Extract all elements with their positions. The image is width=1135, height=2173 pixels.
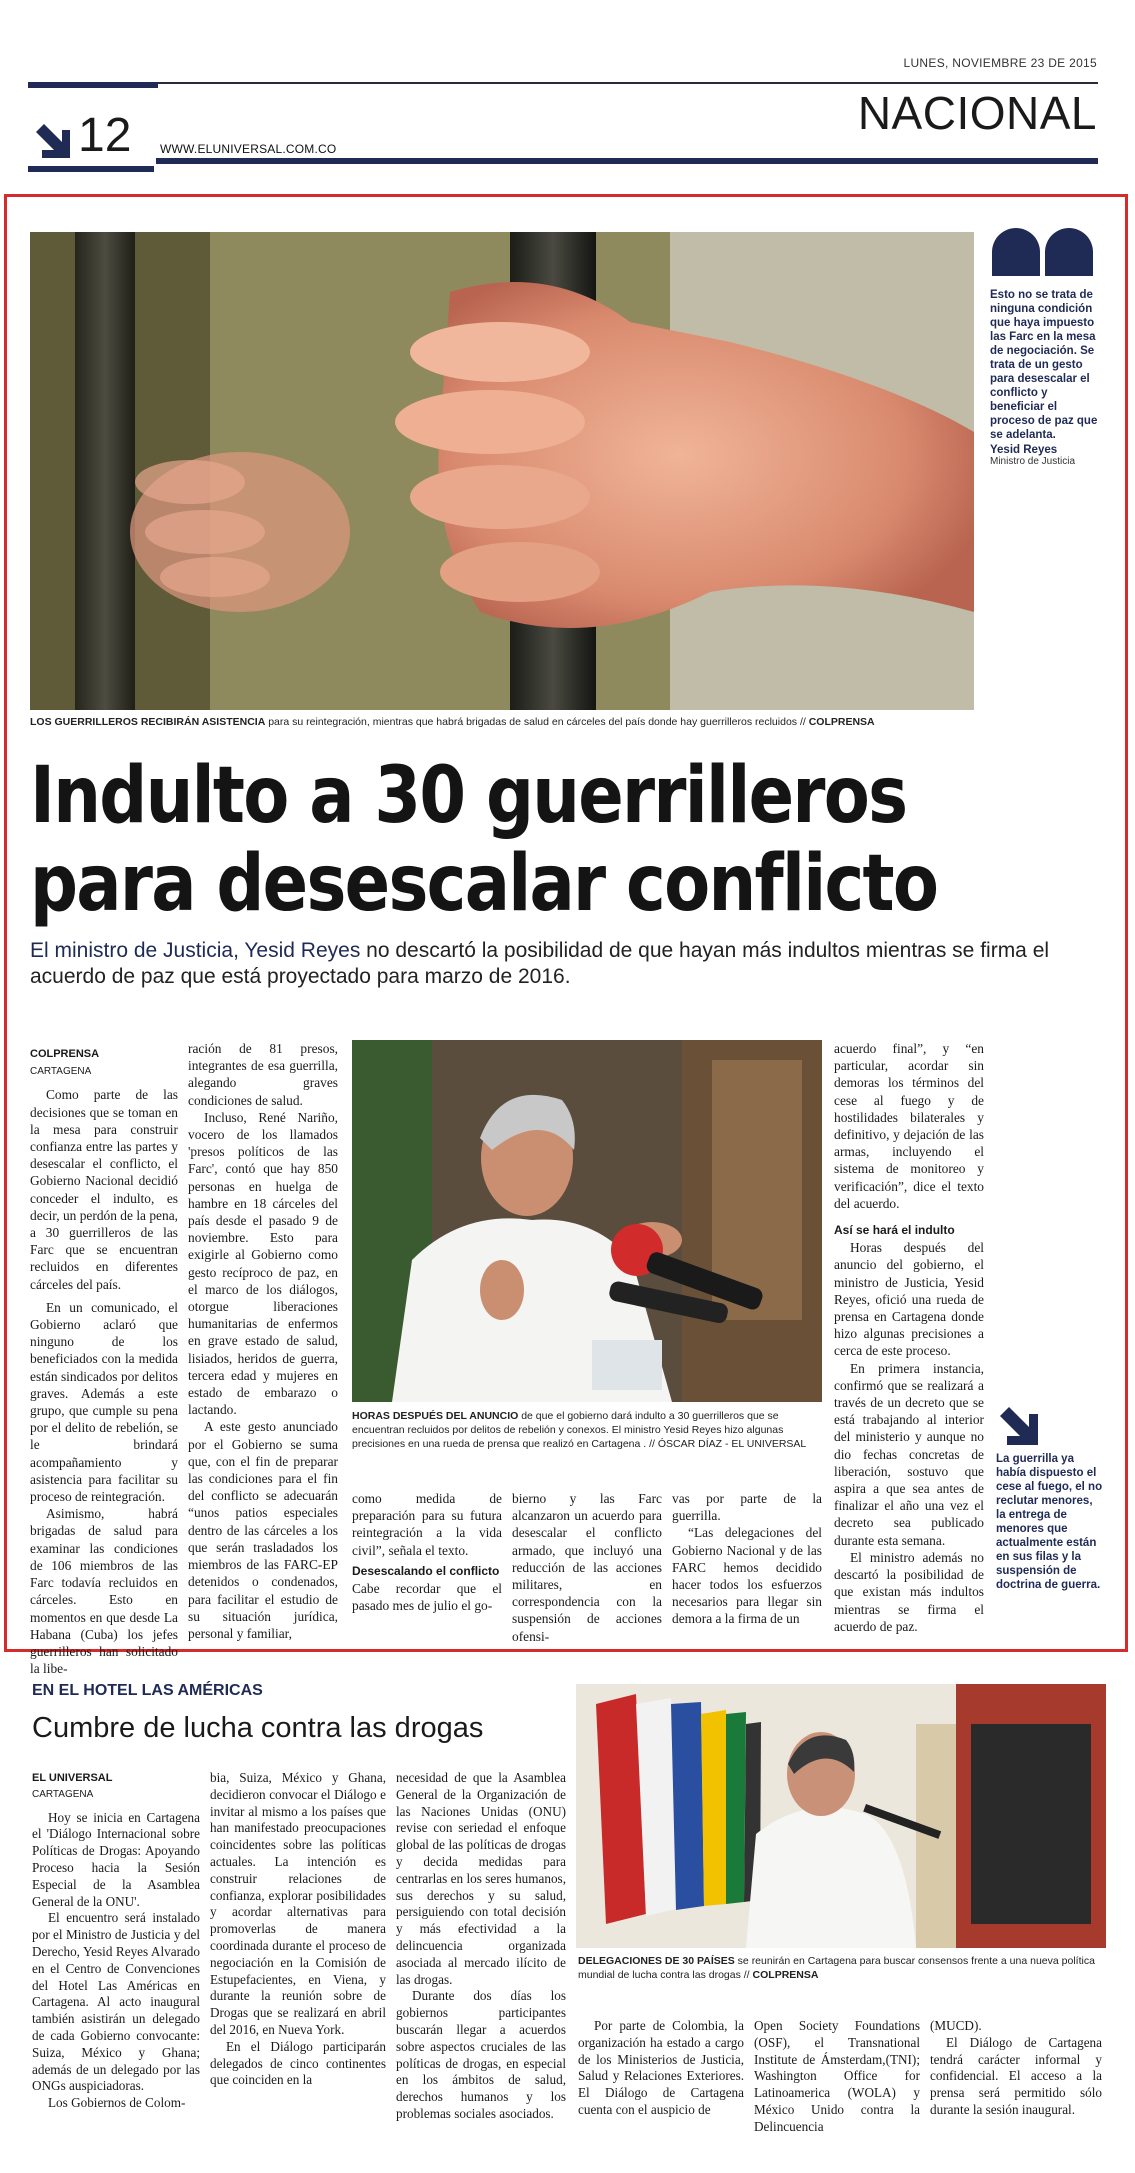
headline-line-1: Indulto a 30 guerrilleros — [30, 751, 907, 841]
subhead-highlight: El ministro de Justicia, Yesid Reyes — [30, 939, 361, 962]
article-column-6 — [834, 1040, 984, 1635]
paragraph: bierno y las Farc alcanzaron un acuerdo para desescalar el conflicto armado, que incluyó una reducción de las acciones militares, en correspondencia con la suspensión de acciones ofensi- — [512, 1491, 662, 1644]
page-number-rule — [28, 166, 154, 172]
masthead-rule — [28, 82, 1098, 84]
paragraph: Por parte de Colombia, la organización ha estado a cargo de los Ministerios de Justicia, Salud y Relaciones Exteriores. El Diálogo de Cartagena cuenta con el auspicio de — [578, 2018, 744, 2117]
paragraph: A este gesto anunciado por el Gobierno se suma que, con el fin de preparar las condiciones para el fin del conflicto se adecuarán “unos patios especiales dentro de las cárceles a los que serán trasladados los miembros de las FARC-EP detenidos o condenados, para facilitar el estudio de su situación jurídica, personal y familiar, — [188, 1419, 338, 1641]
minister-press-conference-photo — [352, 1040, 822, 1402]
paragraph: ración de 81 presos, integrantes de esa guerrilla, alegando graves condiciones de salud. — [188, 1041, 338, 1108]
subtitle: Desescalando el conflicto — [352, 1563, 500, 1578]
paragraph: El Diálogo de Cartagena tendrá carácter informal y confidencial. El acceso a la prensa será permitido sólo durante la sesión inaugural. — [930, 2034, 1102, 2117]
paragraph: En el Diálogo participarán delegados de cinco continentes que coinciden en la — [210, 2038, 386, 2088]
paragraph: El ministro además no descartó la posibilidad de que existan más indultos mientras se firma el acuerdo de paz. — [834, 1549, 984, 1634]
headline-line-2: para desescalar conflicto — [30, 839, 938, 929]
article-column-5 — [672, 1490, 822, 1628]
article-column-4 — [512, 1490, 662, 1645]
section-title: NACIONAL — [857, 87, 1097, 139]
story-2-column-4 — [578, 2018, 744, 2119]
story-2-column-1 — [32, 1770, 200, 2112]
pull-quote-role: Ministro de Justicia — [990, 456, 1076, 467]
quote-marks-icon — [990, 226, 1095, 278]
paragraph: El encuentro será instalado por el Ministro de Justicia y del Derecho, Yesid Reyes Alvarado en el Centro de Convenciones del Hotel Las Américas en Cartagena. Al acto inaugural también asistirán un delegado de cada Gobierno convocante: Suiza, México y Ghana; además de un delegado por las ONGs auspiciadoras. — [32, 1910, 200, 2094]
paragraph: Horas después del anuncio del gobierno, el ministro de Justicia, Yesid Reyes, ofició una rueda de prensa en Cartagena donde hizo algunas precisiones a cerca de este proceso. — [834, 1240, 984, 1359]
paragraph: Durante dos días los gobiernos participantes buscarán llegar a acuerdos sobre aspectos cruciales de las políticas de drogas, en especial en los ámbitos de salud, derechos humanos y los problemas sociales asociados. — [396, 1988, 566, 2121]
headline — [30, 752, 942, 928]
dateline: CARTAGENA — [30, 1066, 92, 1078]
story-2-kicker: EN EL HOTEL LAS AMÉRICAS — [32, 1682, 263, 1699]
article-column-3 — [352, 1490, 502, 1614]
story-2-column-2 — [210, 1770, 386, 2089]
page-number: 12 — [78, 109, 132, 162]
dateline: CARTAGENA — [32, 1788, 94, 1800]
paragraph: “Las delegaciones del Gobierno Nacional y de las FARC hemos decidido hacer todos los esfuerzos necesarios para llegar sin demora a la firma de un — [672, 1525, 822, 1627]
photo-2-caption-lead: HORAS DESPUÉS DEL ANUNCIO — [352, 1410, 519, 1422]
paragraph: Asimismo, habrá brigadas de salud para examinar las condiciones de 106 miembros de las Farc todavía recluidos en cárceles. Esto en momentos en que desde La Habana (Cuba) los jefes guerrilleros han solicitado la libe- — [30, 1506, 178, 1677]
paragraph: (MUCD). — [930, 2018, 982, 2033]
paragraph: Cabe recordar que el pasado mes de julio el go- — [352, 1581, 502, 1614]
arrow-down-right-icon — [996, 1403, 1042, 1449]
site-url: WWW.ELUNIVERSAL.COM.CO — [160, 142, 337, 156]
drug-policy-summit-photo — [576, 1684, 1106, 1948]
article-column-2 — [188, 1040, 338, 1642]
hero-caption-text: para su reintegración, mientras que habrá brigadas de salud en cárceles del país donde hay guerrilleros recluidos // — [265, 716, 809, 728]
arrow-down-right-icon — [32, 120, 74, 162]
subheadline — [30, 938, 1090, 990]
photo-3-caption-lead: DELEGACIONES DE 30 PAÍSES — [578, 1955, 735, 1967]
hero-caption — [30, 716, 974, 728]
paragraph: Los Gobiernos de Colom- — [48, 2095, 186, 2111]
photo-3-caption-credit: COLPRENSA — [752, 1969, 819, 1981]
paragraph: En primera instancia, confirmó que se realizará a través de un decreto que se está trabajando al interior del ministerio y aunque no dio fechas concretas de liberación, sostuvo que aspira a que sea antes de finalizar el año una vez el decreto sea publicado durante esta semana. — [834, 1360, 984, 1548]
story-2-column-6 — [930, 2018, 1102, 2119]
paragraph: como medida de preparación para su futura reintegración a la vida civil”, señala el texto. — [352, 1491, 502, 1558]
paragraph: necesidad de que la Asamblea General de la Organización de las Naciones Unidas (ONU) revise con seriedad el enfoque global de las políticas de drogas y decida medidas para centrarlas en los seres humanos, sus derechos y su salud, persiguiendo con total decisión y más efectividad a la delincuencia organizada asociada al mercado ilícito de las drogas. — [396, 1770, 566, 1987]
byline: EL UNIVERSAL — [32, 1772, 113, 1784]
subhead-text: no descartó la posibilidad de que hayan más indultos mientras se firma el acuerdo de paz que está proyectado para marzo de 2016. — [30, 939, 1050, 988]
story-2-title: Cumbre de lucha contra las drogas — [32, 1712, 484, 1744]
photo-2-caption-credit: ÓSCAR DÍAZ - EL UNIVERSAL — [657, 1438, 807, 1450]
paragraph: Como parte de las decisiones que se toman en la mesa para construir confianza entre las partes y desescalar el conflicto, el Gobierno Nacional decidió conceder el indulto, es decir, un perdón de la pena, a 30 guerrilleros de las Farc que se encuentran recluidos en diferentes cárceles del país. — [30, 1087, 178, 1292]
pull-quote-text: Esto no se trata de ninguna condición que haya impuesto las Farc en la mesa de negociación. Se trata de un gesto para desescalar el conflicto y beneficiar el proceso de paz que se adelanta. — [990, 289, 1098, 441]
pull-quote-author: Yesid Reyes — [990, 444, 1058, 456]
photo-2-caption — [352, 1409, 822, 1451]
paragraph: acuerdo final”, y “en particular, acordar sin demoras los términos del cese al fuego y de hostilidades bilaterales y definitivo, y dejación de las armas, incluyendo el sistema de monitoreo y verificación”, dice el texto del acuerdo. — [834, 1041, 984, 1211]
paragraph: bia, Suiza, México y Ghana, decidieron convocar el Diálogo e invitar al mismo a los países que han manifestado preocupaciones coincidentes sobre las políticas actuales. La intención es construir relaciones de confianza, explorar posibilidades y acordar alternativas para promoverlas de manera coordinada durante el proceso de negociación en la Comisión de Estupefacientes, en Viena, y durante la reunión sobre de Drogas que se realizará en abril del 2016, en Nueva York. — [210, 1770, 386, 2037]
hero-photo-prison-bars — [30, 232, 974, 710]
masthead-bottom-rule — [156, 158, 1098, 164]
hero-caption-lead: LOS GUERRILLEROS RECIBIRÁN ASISTENCIA — [30, 716, 266, 728]
paragraph: Open Society Foundations (OSF), el Transnational Institute de Ámsterdam,(TNI); Washington Office for Latinoamerica (WOLA) y México Unido contra la Delincuencia — [754, 2018, 920, 2134]
story-2-column-3 — [396, 1770, 566, 2123]
paragraph: Incluso, René Nariño, vocero de los llamados 'presos políticos de las Farc', contó que hay 850 personas en huelga de hambre en 18 cárceles del país desde el pasado 9 de noviembre. Esto para exigirle al Gobierno como gesto recíproco de paz, en el marco de los diálogos, otorgue liberaciones humanitarias de enfermos en grave estado de salud, lisiados, heridos de guerra, tercera edad y mujeres en estado de embarazo o lactando. — [188, 1109, 338, 1418]
paragraph: Hoy se inicia en Cartagena el 'Diálogo Internacional sobre Políticas de Drogas: Apoyando Proceso hacia la Sesión Especial de la Asamblea General de la ONU'. — [32, 1809, 200, 1909]
side-note: La guerrilla ya había dispuesto el cese al fuego, el no reclutar menores, la entrega de menores que actualmente están en sus filas y la suspensión de doctrina de guerra. — [996, 1453, 1103, 1591]
byline: COLPRENSA — [30, 1048, 100, 1060]
paragraph: vas por parte de la guerrilla. — [672, 1491, 822, 1524]
paragraph: En un comunicado, el Gobierno aclaró que ninguno de los beneficiados con la medida están sindicados por delitos graves. Además a este grupo, que cumple su pena por el delito de rebelión, se le brindará acompañamiento y asistencia para facilitar su proceso de reintegración. — [30, 1299, 178, 1505]
photo-2-caption-text: de que el gobierno dará indulto a 30 guerrilleros que se encuentran recluidos por delitos de rebelión y conexos. El ministro Yesid Reyes hizo algunas precisiones en una rueda de prensa que realizó en Cartagena . // — [352, 1410, 784, 1450]
article-column-1 — [30, 1046, 178, 1677]
publication-date: LUNES, NOVIEMBRE 23 DE 2015 — [903, 56, 1097, 70]
photo-3-caption — [578, 1954, 1098, 1982]
subtitle: Así se hará el indulto — [834, 1223, 955, 1238]
story-2-column-5 — [754, 2018, 920, 2136]
hero-caption-credit: COLPRENSA — [808, 716, 875, 728]
pull-quote — [990, 226, 1100, 467]
photo-3-caption-text: se reunirán en Cartagena para buscar consensos frente a una nueva política mundial de lucha contra las drogas // — [578, 1955, 1095, 1981]
